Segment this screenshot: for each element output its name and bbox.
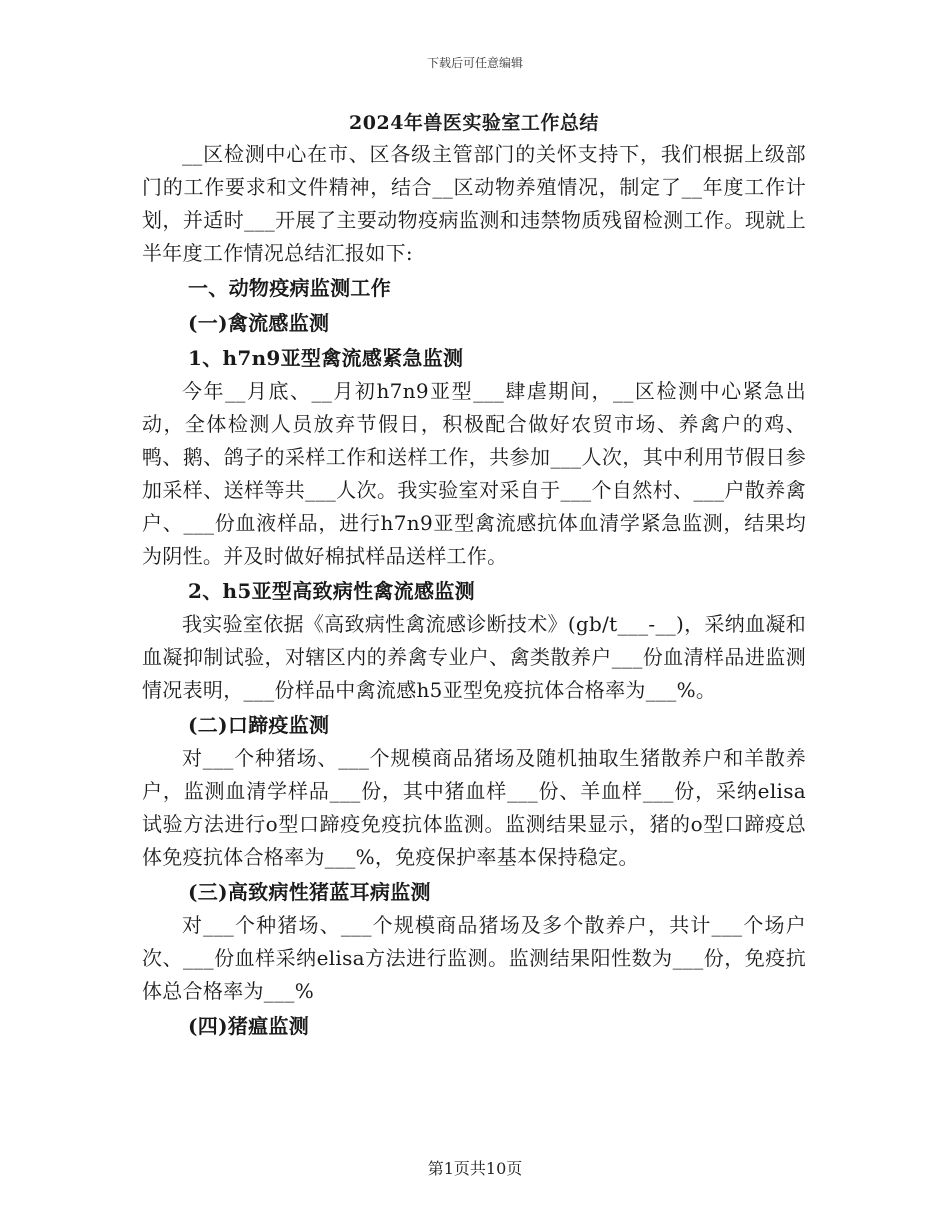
intro-paragraph: __区检测中心在市、区各级主管部门的关怀支持下，我们根据上级部门的工作要求和文件精神，结合__区动物养殖情况，制定了__年度工作计划，并适时___开展了主要动物疫病监测和违禁物质残留检测工作。现就上半年度工作情况总结汇报如下:	[142, 142, 806, 265]
document-title: 2024年兽医实验室工作总结	[349, 112, 599, 134]
prrs-paragraph: 对___个种猪场、___个规模商品猪场及多个散养户，共计___个场户次、___份血样采纳elisa方法进行监测。监测结果阳性数为___份，免疫抗体总合格率为___%	[142, 913, 806, 1003]
subsection-heading-avian-influenza: (一)禽流感监测	[188, 311, 330, 335]
page-header-note: 下载后可任意编辑	[426, 56, 523, 70]
subsection-heading-swine-fever: (四)猪瘟监测	[188, 1014, 310, 1038]
section-heading-animal-disease-monitoring: 一、动物疫病监测工作	[188, 276, 391, 300]
subsection-heading-prrs: (三)高致病性猪蓝耳病监测	[188, 880, 431, 904]
foot-and-mouth-paragraph: 对___个种猪场、___个规模商品猪场及随机抽取生猪散养户和羊散养户，监测血清学样品___份，其中猪血样___份、羊血样___份，采纳elisa试验方法进行o型口蹄疫免疫抗体监测。监测结果显示，猪的o型口蹄疫总体免疫抗体合格率为___%，免疫保护率基本保持稳定。	[142, 746, 806, 869]
h7n9-paragraph: 今年__月底、__月初h7n9亚型___肆虐期间，__区检测中心紧急出动，全体检测人员放弃节假日，积极配合做好农贸市场、养禽户的鸡、鸭、鹅、鸽子的采样工作和送样工作，共参加___人次，其中利用节假日参加采样、送样等共___人次。我实验室对采自于___个自然村、___户散养禽户、___份血液样品，进行h7n9亚型禽流感抗体血清学紧急监测，结果均为阴性。并及时做好棉拭样品送样工作。	[142, 379, 806, 568]
item-heading-h7n9: 1、h7n9亚型禽流感紧急监测	[188, 346, 464, 370]
document-body	[142, 110, 806, 1043]
subsection-heading-foot-and-mouth: (二)口蹄疫监测	[188, 713, 330, 737]
item-heading-h5: 2、h5亚型高致病性禽流感监测	[188, 579, 475, 603]
h5-paragraph: 我实验室依据《高致病性禽流感诊断技术》(gb/t___-__)，采纳血凝和血凝抑制试验，对辖区内的养禽专业户、禽类散养户___份血清样品进监测情况表明，___份样品中禽流感h5亚型免疫抗体合格率为___%。	[142, 612, 806, 702]
page-number: 第1页共10页	[427, 1159, 523, 1178]
